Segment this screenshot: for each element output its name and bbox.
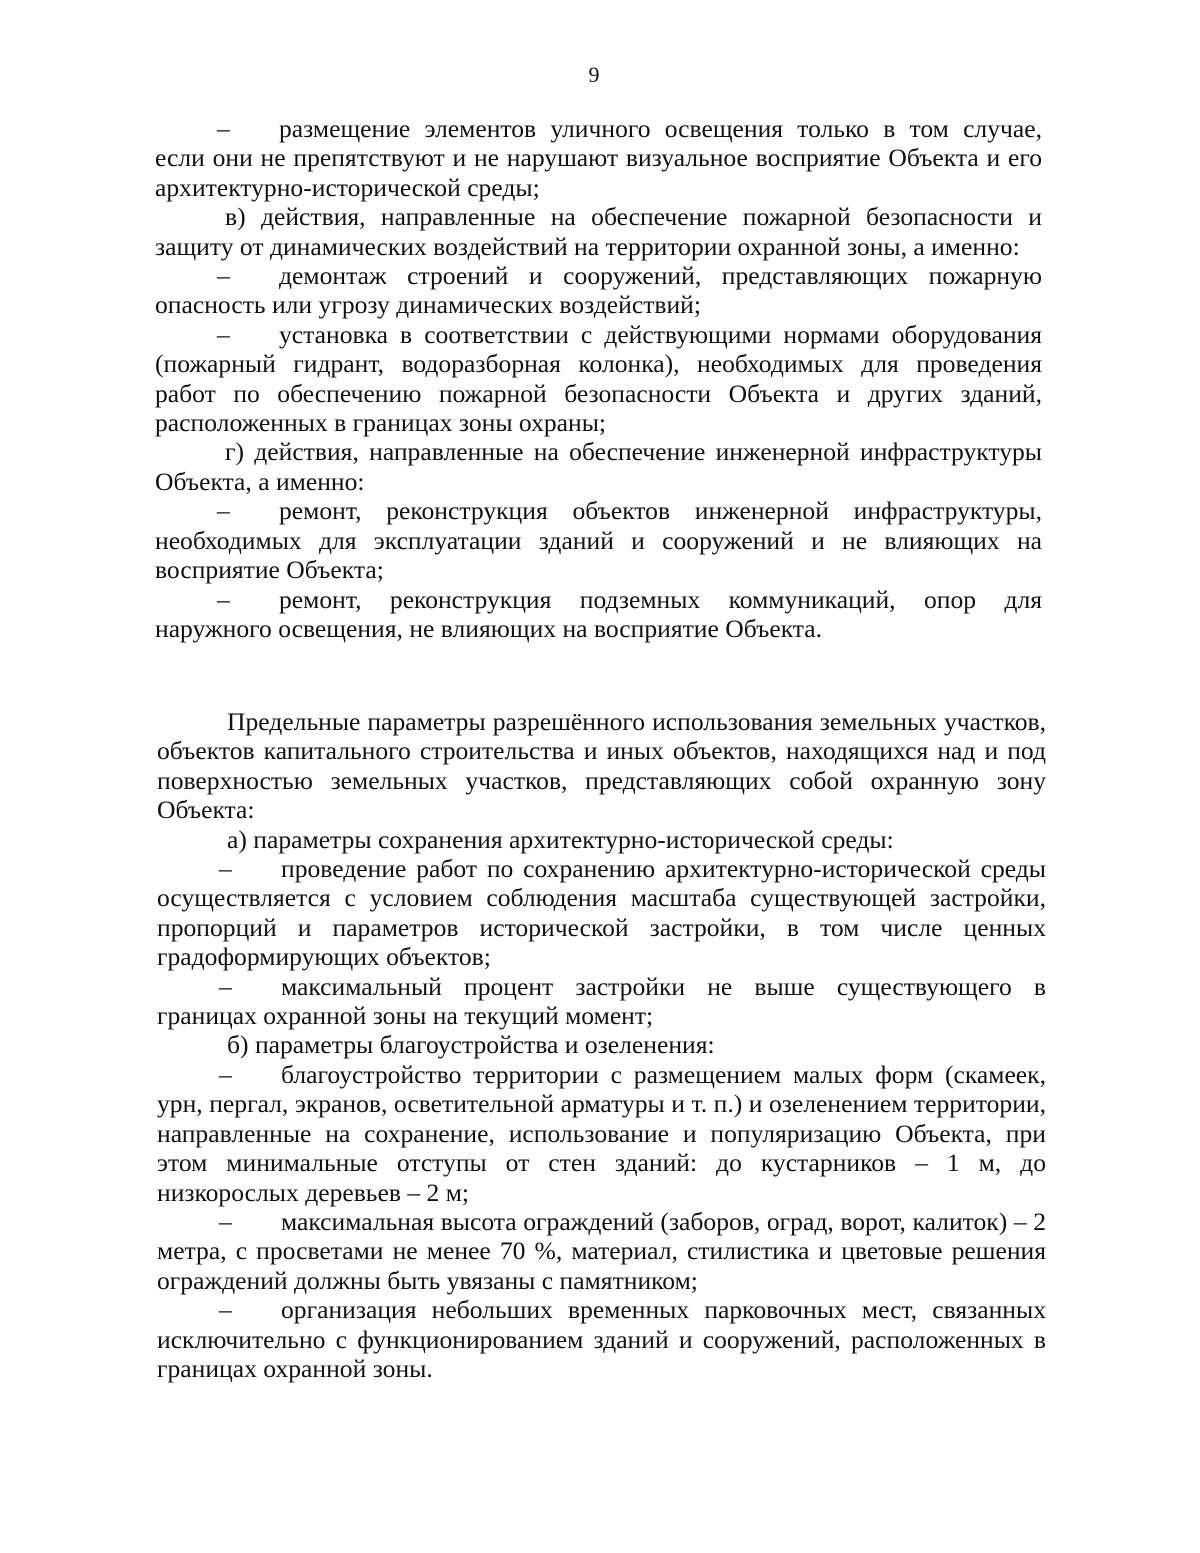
paragraph-underground-repair <box>155 585 1042 644</box>
paragraph-limit-parameters <box>157 707 1046 825</box>
dash-marker: – <box>217 319 230 349</box>
paragraph-engineering-heading <box>155 437 1042 496</box>
paragraph-text: размещение элементов уличного освещения только в том случае, если они не препятствуют и не нарушают визуальное восприятие Объекта и его архитектурно-исторической среды; <box>155 114 1042 202</box>
paragraph-text: б) параметры благоустройства и озеленения: <box>227 1030 715 1060</box>
paragraph-text: установка в соответствии с действующими нормами оборудования (пожарный гидрант, водоразборная колонка), необходимых для проведения работ по обеспечению пожарной безопасности Объекта и других зданий, расположенных в границах зоны охраны; <box>155 319 1042 438</box>
paragraph-text: проведение работ по сохранению архитектурно-исторической среды осуществляется с условием соблюдения масштаба существующей застройки, пропорций и параметров исторической застройки, в том числе ценных градоформирующих объектов; <box>157 854 1046 972</box>
dash-marker: – <box>219 1059 232 1089</box>
paragraph-fire-safety-heading <box>155 202 1042 261</box>
paragraph-text: максимальная высота ограждений (заборов, оград, ворот, калиток) – 2 метра, с просветами не менее 70 %, материал, стилистика и цветовые решения ограждений должны быть увязаны с памятником; <box>157 1206 1046 1295</box>
paragraph-text: максимальный процент застройки не выше существующего в границах охранной зоны на текущий момент; <box>157 971 1046 1031</box>
paragraph-text: г) действия, направленные на обеспечение инженерной инфраструктуры Объекта, а именно: <box>155 437 1042 496</box>
paragraph-equipment-installation <box>155 320 1042 438</box>
paragraph-text: организация небольших временных парковочных мест, связанных исключительно с функционированием зданий и сооружений, расположенных в границах охранной зоны. <box>157 1295 1046 1383</box>
text-block-actions <box>155 114 1042 643</box>
text-block-parameters <box>157 707 1046 1383</box>
paragraph-infrastructure-repair <box>155 496 1042 584</box>
dash-marker: – <box>219 971 232 1001</box>
paragraph-preservation-heading <box>157 825 1046 854</box>
paragraph-max-building-percent <box>157 972 1046 1031</box>
dash-marker: – <box>219 854 232 884</box>
dash-marker: – <box>219 1295 232 1325</box>
dash-marker: – <box>217 261 230 291</box>
paragraph-demolition <box>155 261 1042 320</box>
paragraph-landscaping <box>157 1060 1046 1207</box>
dash-marker: – <box>217 114 230 143</box>
dash-marker: – <box>217 584 230 614</box>
page-number: 9 <box>588 62 600 87</box>
dash-marker: – <box>219 1206 232 1236</box>
paragraph-preservation-works <box>157 854 1046 972</box>
paragraph-landscaping-heading <box>157 1030 1046 1059</box>
paragraph-text: в) действия, направленные на обеспечение пожарной безопасности и защиту от динамических воздействий на территории охранной зоны, а именно: <box>155 202 1042 261</box>
paragraph-text: демонтаж строений и сооружений, представляющих пожарную опасность или угрозу динамических воздействий; <box>155 261 1042 320</box>
paragraph-text: а) параметры сохранения архитектурно-исторической среды: <box>227 824 894 854</box>
paragraph-fence-height <box>157 1207 1046 1295</box>
paragraph-text: благоустройство территории с размещением малых форм (скамеек, урн, пергал, экранов, осветительной арматуры и т. п.) и озеленением территории, направленные на сохранение, использование и популяризацию Объекта, при этом минимальные отступы от стен зданий: до кустарников – 1 м, до низкорослых деревьев – 2 м; <box>157 1059 1046 1207</box>
paragraph-parking <box>157 1295 1046 1383</box>
paragraph-text: ремонт, реконструкция объектов инженерной инфраструктуры, необходимых для эксплуатации зданий и сооружений и не влияющих на восприятие Объекта; <box>155 496 1042 585</box>
dash-marker: – <box>217 496 230 526</box>
paragraph-text: Предельные параметры разрешённого использования земельных участков, объектов капитального строительства и иных объектов, находящихся над и под поверхностью земельных участков, представляющих собой охранную зону Объекта: <box>157 707 1046 825</box>
paragraph-street-lighting <box>155 114 1042 202</box>
paragraph-text: ремонт, реконструкция подземных коммуникаций, опор для наружного освещения, не влияющих на восприятие Объекта. <box>155 584 1042 643</box>
